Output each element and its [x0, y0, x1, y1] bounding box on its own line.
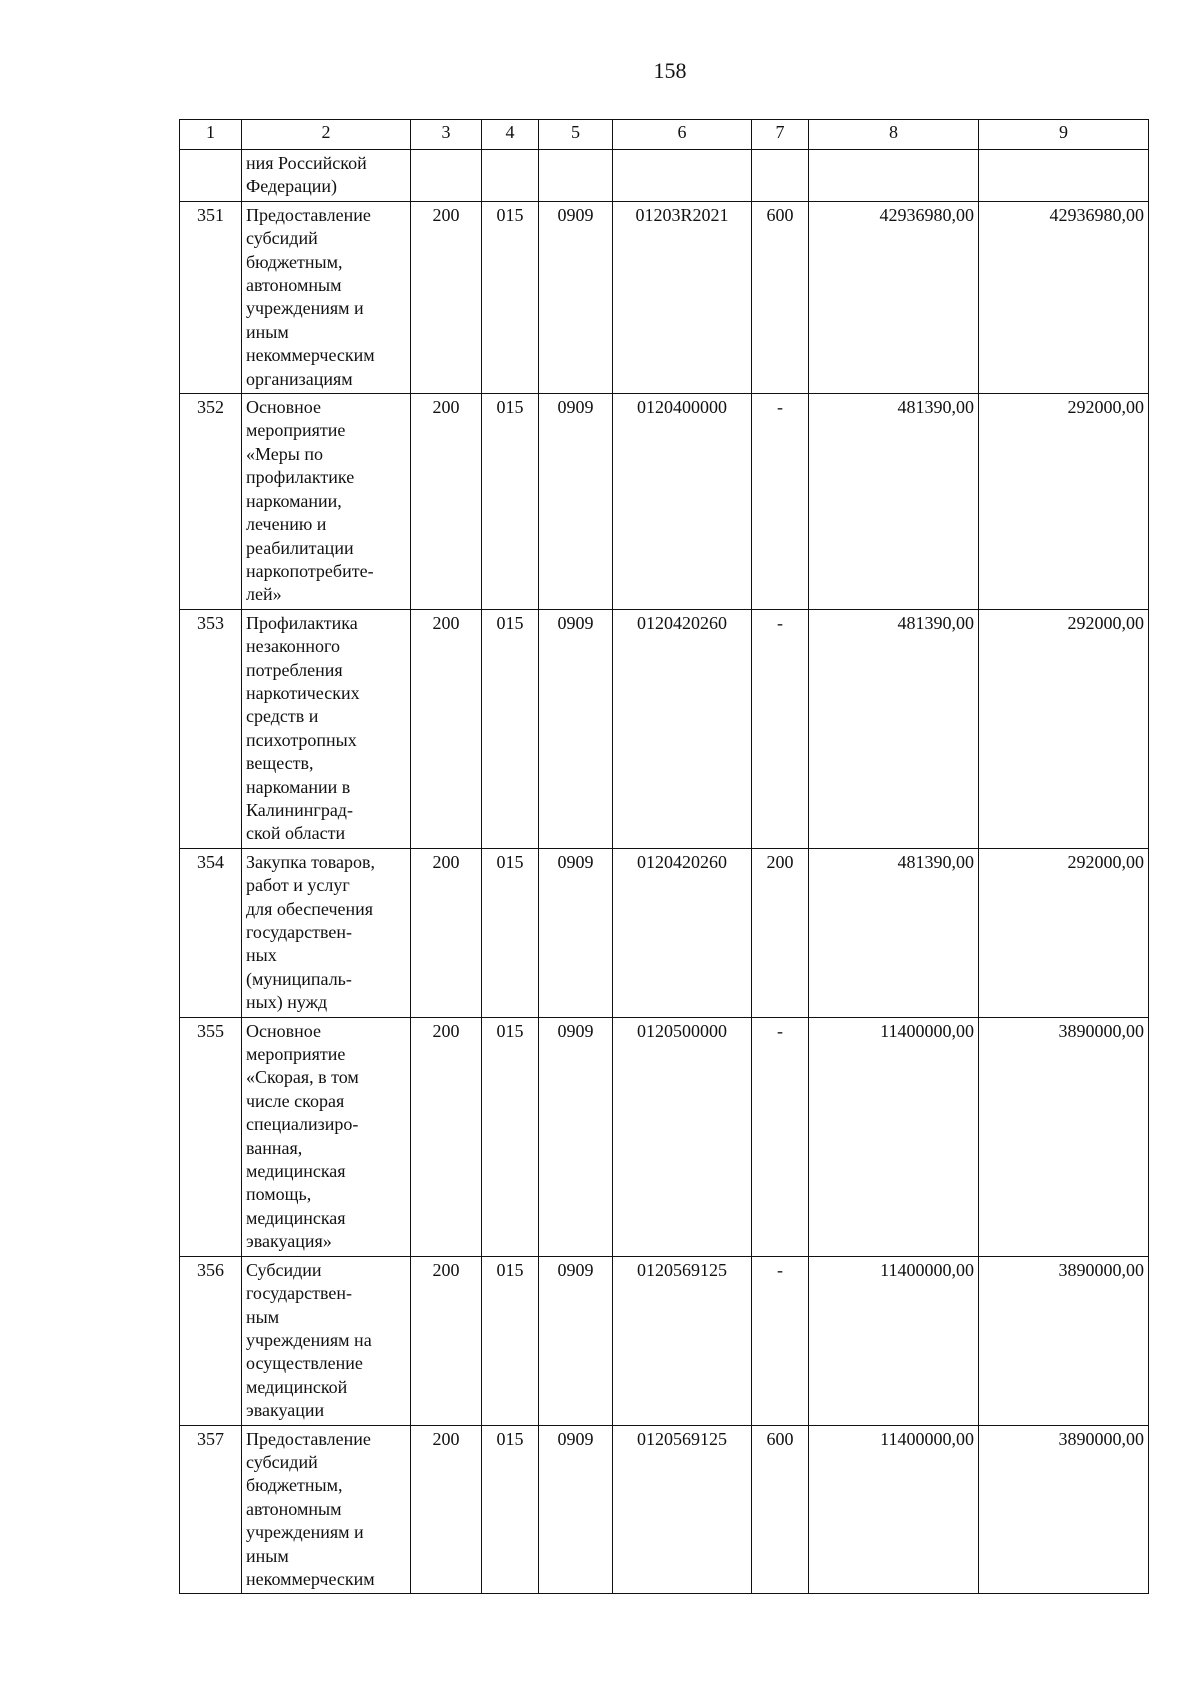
row-description: Профилактика незаконного потребления наркотических средств и психотропных веществ, наркомании в Калининград- ской области — [242, 609, 411, 848]
cell-col4: 015 — [482, 1017, 539, 1256]
column-header: 5 — [539, 120, 613, 150]
cell-col4: 015 — [482, 609, 539, 848]
table-header-row — [180, 120, 1149, 150]
table-row — [180, 150, 1149, 202]
cell-col3: 200 — [411, 609, 482, 848]
cell-col6: 0120420260 — [613, 848, 752, 1017]
cell-col7: 200 — [752, 848, 809, 1017]
cell-col7: - — [752, 394, 809, 610]
page-number: 158 — [653, 58, 687, 83]
row-description: Основное мероприятие «Скорая, в том числе скорая специализиро- ванная, медицинская помощь, медицинская эвакуация» — [242, 1017, 411, 1256]
cell-col9: 3890000,00 — [979, 1425, 1149, 1594]
cell-col7: - — [752, 609, 809, 848]
column-header: 4 — [482, 120, 539, 150]
cell-col5: 0909 — [539, 1256, 613, 1425]
row-number: 357 — [180, 1425, 242, 1594]
cell-col5: 0909 — [539, 1017, 613, 1256]
cell-col4: 015 — [482, 1256, 539, 1425]
cell-col9: 42936980,00 — [979, 201, 1149, 393]
cell-col9 — [979, 150, 1149, 202]
cell-col4: 015 — [482, 848, 539, 1017]
cell-col6: 01203R2021 — [613, 201, 752, 393]
cell-col5: 0909 — [539, 609, 613, 848]
cell-col6: 0120420260 — [613, 609, 752, 848]
cell-col7 — [752, 150, 809, 202]
cell-col3: 200 — [411, 1425, 482, 1594]
cell-col6: 0120569125 — [613, 1425, 752, 1594]
column-header: 1 — [180, 120, 242, 150]
column-header: 8 — [809, 120, 979, 150]
cell-col5: 0909 — [539, 394, 613, 610]
column-header: 2 — [242, 120, 411, 150]
cell-col4: 015 — [482, 394, 539, 610]
cell-col8: 11400000,00 — [809, 1256, 979, 1425]
cell-col4: 015 — [482, 201, 539, 393]
cell-col6: 0120400000 — [613, 394, 752, 610]
cell-col8: 11400000,00 — [809, 1425, 979, 1594]
column-header: 7 — [752, 120, 809, 150]
table-row — [180, 1425, 1149, 1594]
row-number: 355 — [180, 1017, 242, 1256]
cell-col8: 481390,00 — [809, 609, 979, 848]
cell-col5 — [539, 150, 613, 202]
cell-col3: 200 — [411, 1017, 482, 1256]
column-header: 9 — [979, 120, 1149, 150]
cell-col6: 0120500000 — [613, 1017, 752, 1256]
cell-col8: 42936980,00 — [809, 201, 979, 393]
cell-col4: 015 — [482, 1425, 539, 1594]
cell-col3: 200 — [411, 201, 482, 393]
row-number: 351 — [180, 201, 242, 393]
cell-col4 — [482, 150, 539, 202]
table-row — [180, 1256, 1149, 1425]
cell-col6 — [613, 150, 752, 202]
row-description: ния Российской Федерации) — [242, 150, 411, 202]
row-number: 353 — [180, 609, 242, 848]
cell-col3: 200 — [411, 1256, 482, 1425]
cell-col8: 11400000,00 — [809, 1017, 979, 1256]
cell-col5: 0909 — [539, 201, 613, 393]
cell-col9: 292000,00 — [979, 394, 1149, 610]
cell-col9: 292000,00 — [979, 609, 1149, 848]
cell-col5: 0909 — [539, 1425, 613, 1594]
cell-col3: 200 — [411, 394, 482, 610]
cell-col7: 600 — [752, 1425, 809, 1594]
table-row — [180, 394, 1149, 610]
column-header: 3 — [411, 120, 482, 150]
row-description: Предоставление субсидий бюджетным, автономным учреждениям и иным некоммерческим — [242, 1425, 411, 1594]
column-header: 6 — [613, 120, 752, 150]
cell-col3: 200 — [411, 848, 482, 1017]
row-number: 352 — [180, 394, 242, 610]
row-number — [180, 150, 242, 202]
row-description: Основное мероприятие «Меры по профилактике наркомании, лечению и реабилитации наркопотребите- лей» — [242, 394, 411, 610]
table-row — [180, 848, 1149, 1017]
cell-col8: 481390,00 — [809, 848, 979, 1017]
cell-col7: - — [752, 1256, 809, 1425]
row-description: Предоставление субсидий бюджетным, автономным учреждениям и иным некоммерческим организациям — [242, 201, 411, 393]
row-number: 354 — [180, 848, 242, 1017]
cell-col8: 481390,00 — [809, 394, 979, 610]
cell-col5: 0909 — [539, 848, 613, 1017]
table-row — [180, 201, 1149, 393]
cell-col6: 0120569125 — [613, 1256, 752, 1425]
cell-col9: 3890000,00 — [979, 1256, 1149, 1425]
cell-col9: 3890000,00 — [979, 1017, 1149, 1256]
table-row — [180, 1017, 1149, 1256]
cell-col8 — [809, 150, 979, 202]
cell-col3 — [411, 150, 482, 202]
row-description: Закупка товаров, работ и услуг для обеспечения государствен- ных (муниципаль- ных) нужд — [242, 848, 411, 1017]
table-row — [180, 609, 1149, 848]
cell-col9: 292000,00 — [979, 848, 1149, 1017]
row-description: Субсидии государствен- ным учреждениям на осуществление медицинской эвакуации — [242, 1256, 411, 1425]
budget-table — [179, 119, 1149, 1594]
row-number: 356 — [180, 1256, 242, 1425]
cell-col7: 600 — [752, 201, 809, 393]
cell-col7: - — [752, 1017, 809, 1256]
